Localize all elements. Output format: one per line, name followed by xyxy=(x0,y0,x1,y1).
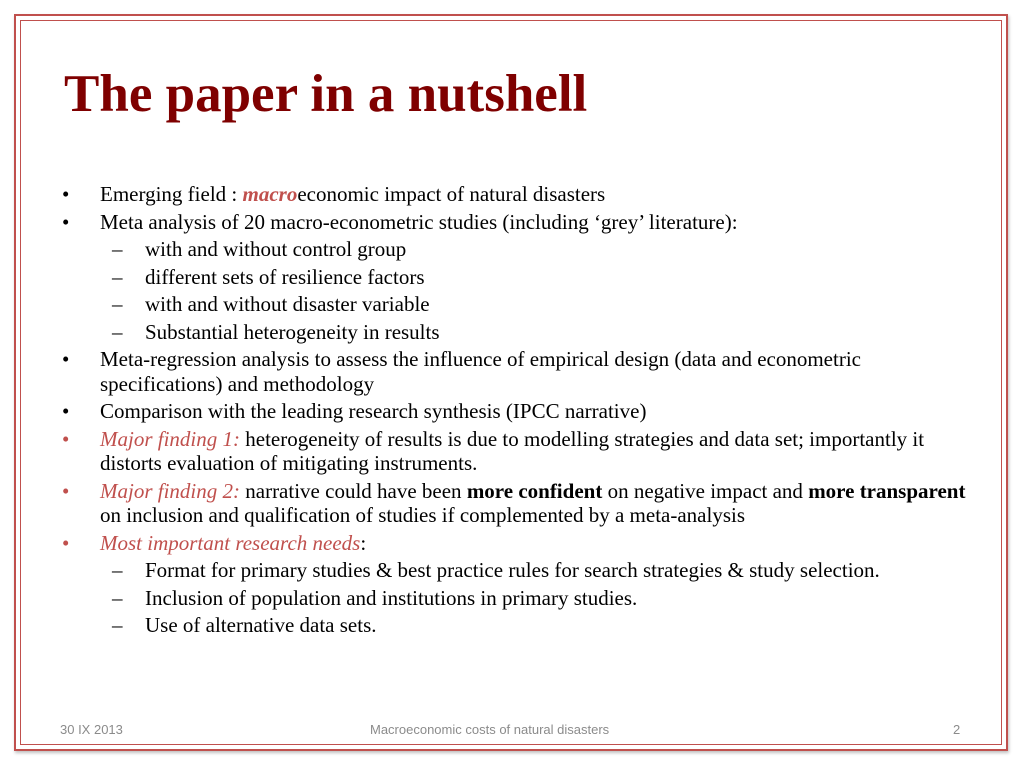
bullet-text: heterogeneity of results is due to modelling strategies and data set; importantly it distorts evaluation of mitigating instruments. xyxy=(100,426,925,475)
sub-item-alternative-data xyxy=(62,613,972,638)
sub-item-disaster-variable xyxy=(62,292,972,317)
bullet-marker: • xyxy=(62,478,70,503)
bullet-marker: • xyxy=(62,209,70,234)
sub-item-text: with and without disaster variable xyxy=(145,292,430,316)
bullet-item-major-finding-2 xyxy=(62,479,972,528)
bullet-marker: • xyxy=(62,182,70,206)
sub-item-resilience-factors xyxy=(62,265,972,290)
finding-label: Major finding 1: xyxy=(100,426,240,451)
bullet-list xyxy=(62,182,972,638)
sub-item-text: different sets of resilience factors xyxy=(145,264,425,289)
bullet-marker: • xyxy=(62,399,70,423)
bullet-text: on inclusion and qualification of studies if complemented by a meta-analysis xyxy=(100,503,746,527)
bullet-text: economic impact of natural disasters xyxy=(297,182,606,206)
dash-marker: – xyxy=(112,558,123,582)
bullet-item-major-finding-1 xyxy=(62,427,972,476)
bold-text: more transparent xyxy=(808,478,966,503)
dash-marker: – xyxy=(112,585,123,610)
sub-item-text: Format for primary studies & best practice rules for search strategies & study selection. xyxy=(145,558,880,582)
bullet-marker: • xyxy=(62,347,70,371)
bullet-item-meta-analysis xyxy=(62,210,972,235)
dash-marker: – xyxy=(112,264,123,289)
dash-marker: – xyxy=(112,292,123,316)
bullet-text: Emerging field : xyxy=(100,182,243,206)
page-number: 2 xyxy=(953,722,961,737)
footer-date: 30 IX 2013 xyxy=(60,722,123,737)
footer-title: Macroeconomic costs of natural disasters xyxy=(370,722,610,737)
sub-item-text: Use of alternative data sets. xyxy=(145,613,377,637)
finding-label: Major finding 2: xyxy=(100,478,240,503)
dash-marker: – xyxy=(112,237,123,261)
bullet-item-emerging-field xyxy=(62,182,972,207)
bullet-text: narrative could have been xyxy=(240,478,467,503)
emphasis-macro: macro xyxy=(242,182,298,206)
dash-marker: – xyxy=(112,613,123,637)
bullet-text: Meta analysis of 20 macro-econometric studies (including ‘grey’ literature): xyxy=(100,209,738,234)
dash-marker: – xyxy=(112,319,123,344)
bullet-marker: • xyxy=(62,426,70,451)
sub-item-format-primary-studies xyxy=(62,558,972,583)
bullet-text: Comparison with the leading research synthesis (IPCC narrative) xyxy=(100,399,647,423)
bullet-item-comparison xyxy=(62,399,972,424)
sub-item-text: Substantial heterogeneity in results xyxy=(145,319,440,344)
bullet-marker: • xyxy=(62,530,70,555)
sub-item-text: with and without control group xyxy=(145,237,407,261)
research-needs-label: Most important research needs xyxy=(100,530,361,555)
bullet-item-meta-regression xyxy=(62,347,972,396)
sub-item-control-group xyxy=(62,237,972,262)
bullet-text: on negative impact and xyxy=(602,478,809,503)
bullet-text: : xyxy=(360,530,367,555)
sub-item-population-institutions xyxy=(62,586,972,611)
sub-item-heterogeneity xyxy=(62,320,972,345)
sub-item-text: Inclusion of population and institutions in primary studies. xyxy=(145,585,638,610)
bullet-text: Meta-regression analysis to assess the influence of empirical design (data and econometric specifications) and methodology xyxy=(100,347,861,396)
bold-text: more confident xyxy=(466,478,603,503)
bullet-item-research-needs xyxy=(62,531,972,556)
slide-title: The paper in a nutshell xyxy=(64,65,588,123)
